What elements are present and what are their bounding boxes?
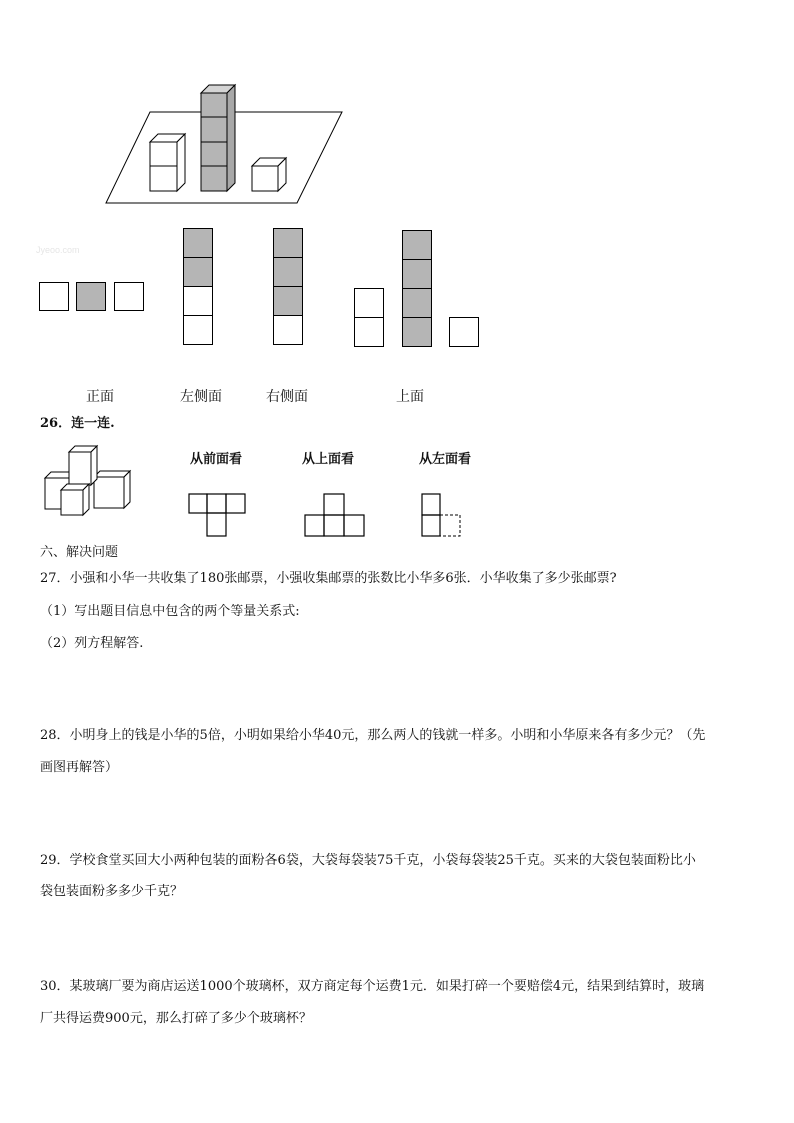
watermark: Jyeoo.com <box>36 245 80 255</box>
q27-text: 27．小强和小华一共收集了180张邮票，小强收集邮票的张数比小华多6张．小华收集了多少张邮票? <box>40 571 617 586</box>
q26-label-top: 从上面看 <box>302 452 355 467</box>
q26-label-front: 从前面看 <box>190 452 243 467</box>
q30-line1: 30．某玻璃厂要为商店运送1000个玻璃杯，双方商定每个运费1元．如果打碎一个要赔偿4元，结果到结算时，玻璃 <box>40 979 705 994</box>
q28-line2: 画图再解答） <box>40 760 119 775</box>
q27-sub1: （1）写出题目信息中包含的两个等量关系式: <box>40 604 300 619</box>
q26-title: 26．连一连. <box>40 416 115 431</box>
q29-line2: 袋包装面粉多多少千克？ <box>40 884 184 899</box>
label-top: 上面 <box>396 389 424 405</box>
q28-line1: 28．小明身上的钱是小华的5倍，小明如果给小华40元，那么两人的钱就一样多。小明和小华原来各有多少元？（先 <box>40 728 706 743</box>
label-left-side: 左侧面 <box>180 389 222 405</box>
q30-line2: 厂共得运费900元，那么打碎了多少个玻璃杯？ <box>40 1011 312 1026</box>
label-front: 正面 <box>86 389 114 405</box>
section6-title: 六、解决问题 <box>40 545 119 560</box>
q29-line1: 29．学校食堂买回大小两种包装的面粉各6袋，大袋每袋装75千克，小袋每袋装25千克。买来的大袋包装面粉比小 <box>40 853 696 868</box>
q26-label-left: 从左面看 <box>419 452 472 467</box>
label-right-side: 右侧面 <box>266 389 308 405</box>
q27-sub2: （2）列方程解答. <box>40 636 144 651</box>
